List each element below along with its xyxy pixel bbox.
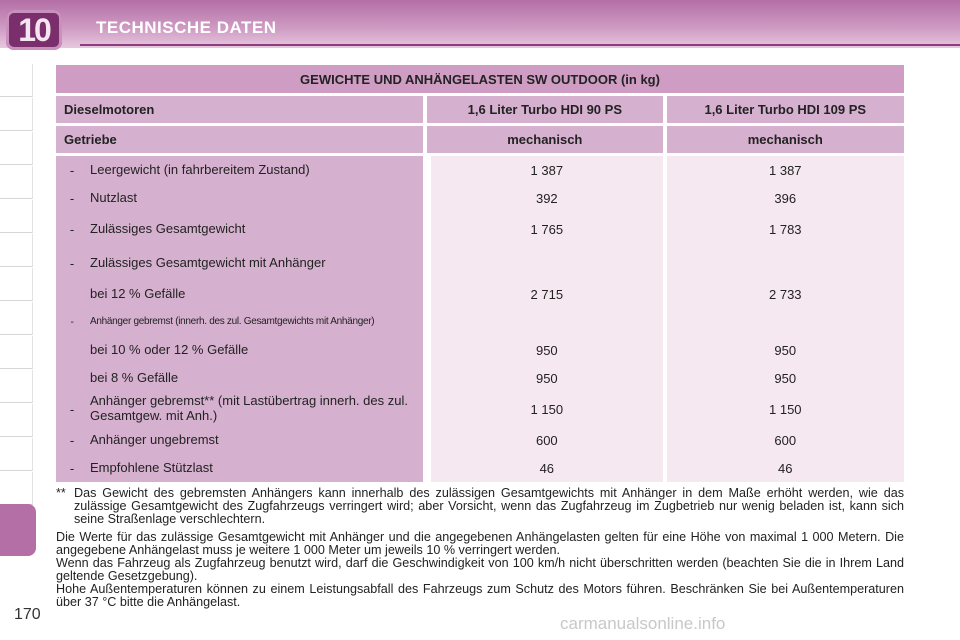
cell-value bbox=[667, 308, 904, 336]
gear-1: mechanisch bbox=[427, 126, 666, 153]
page-number: 170 bbox=[14, 606, 41, 623]
table-title: GEWICHTE UND ANHÄNGELASTEN SW OUTDOOR (in kg) bbox=[56, 65, 904, 93]
row-label: bei 12 % Gefälle bbox=[90, 285, 186, 301]
header-divider bbox=[80, 44, 960, 46]
cell-value: 950 bbox=[535, 342, 558, 358]
row-label: Anhänger gebremst** (mit Lastübertrag innerh. des zul. Gesamtgew. mit Anh.) bbox=[90, 393, 408, 423]
table-row bbox=[56, 426, 423, 454]
cell-value bbox=[431, 246, 662, 280]
cell-value: 392 bbox=[535, 190, 558, 206]
side-tab[interactable] bbox=[0, 98, 33, 131]
table-row bbox=[56, 156, 423, 184]
cell-value bbox=[667, 246, 904, 280]
side-tab[interactable] bbox=[0, 302, 33, 335]
table-row bbox=[56, 454, 423, 482]
side-tab[interactable] bbox=[0, 166, 33, 199]
row-dash: - bbox=[69, 190, 75, 206]
cell-value: 46 bbox=[539, 460, 555, 476]
engine-label: Dieselmotoren bbox=[56, 96, 427, 123]
side-tab[interactable] bbox=[0, 268, 33, 301]
side-tab[interactable] bbox=[0, 438, 33, 471]
side-tab[interactable] bbox=[0, 132, 33, 165]
cell-value: 1 765 bbox=[530, 221, 564, 237]
paragraph: Die Werte für das zulässige Gesamtgewicht mit Anhänger und die angegebenen Anhängelasten gelten für eine Höhe von maximal 1 000 Metern. Die angegebene Anhängelast muss je weitere 1 000 Meter um jeweils 10 % verringert werden. bbox=[56, 530, 904, 557]
row-dash: - bbox=[69, 432, 75, 448]
footnote-text: Das Gewicht des gebremsten Anhängers kann innerhalb des zulässigen Gesamtgewichts mit Anhänger in dem Maße erhöht werden, wie das zulässige Gesamtgewicht des Zugfahrzeugs verringert wird; aber Vorsicht, wenn das Zugfahrzeug im Zugbetrieb nur wenig beladen ist, kann sich seine Straßenlage verschlechtern. bbox=[74, 486, 904, 526]
engine-2: 1,6 Liter Turbo HDI 109 PS bbox=[667, 96, 904, 123]
row-label: Nutzlast bbox=[90, 189, 137, 205]
value-column-2 bbox=[667, 156, 904, 482]
chapter-badge: 10 bbox=[6, 10, 62, 50]
cell-value: 1 150 bbox=[769, 401, 802, 417]
row-label: Zulässiges Gesamtgewicht mit Anhänger bbox=[90, 254, 326, 270]
footnote bbox=[56, 487, 904, 526]
row-label: Anhänger ungebremst bbox=[90, 431, 219, 447]
side-tab-active[interactable] bbox=[0, 504, 36, 556]
row-label: Empfohlene Stützlast bbox=[90, 459, 213, 475]
row-label: bei 8 % Gefälle bbox=[90, 369, 179, 385]
side-tab[interactable] bbox=[0, 200, 33, 233]
cell-value: 1 387 bbox=[769, 162, 802, 178]
row-label: Zulässiges Gesamtgewicht bbox=[90, 220, 246, 236]
row-dash: - bbox=[69, 460, 75, 476]
cell-value: 950 bbox=[535, 370, 558, 386]
row-dash: - bbox=[69, 401, 75, 417]
table-row bbox=[56, 246, 423, 280]
row-dash: - bbox=[69, 221, 75, 237]
table-row bbox=[56, 280, 423, 308]
row-label: bei 10 % oder 12 % Gefälle bbox=[90, 341, 249, 357]
watermark: carmanualsonline.info bbox=[560, 614, 726, 633]
cell-value bbox=[431, 308, 662, 336]
table-row bbox=[56, 212, 423, 246]
footnote-marker: ** bbox=[56, 486, 66, 500]
row-dash: - bbox=[69, 255, 75, 271]
side-tab[interactable] bbox=[0, 404, 33, 437]
cell-value: 1 150 bbox=[530, 401, 564, 417]
page-title: TECHNISCHE DATEN bbox=[96, 18, 277, 37]
gear-2: mechanisch bbox=[667, 126, 904, 153]
weights-table bbox=[56, 62, 904, 485]
side-tab[interactable] bbox=[0, 472, 33, 505]
row-label: Leergewicht (in fahrbereitem Zustand) bbox=[90, 161, 310, 177]
side-tabs bbox=[0, 64, 40, 564]
side-tab[interactable] bbox=[0, 234, 33, 267]
paragraph: Hohe Außentemperaturen können zu einem Leistungsabfall des Fahrzeugs zum Schutz des Motors führen. Beschränken Sie bei Außentemperaturen über 37 °C bitte die Anhängelast. bbox=[56, 582, 904, 609]
cell-value: 950 bbox=[774, 342, 797, 358]
gear-label: Getriebe bbox=[56, 126, 427, 153]
cell-value: 396 bbox=[774, 190, 797, 206]
engine-1: 1,6 Liter Turbo HDI 90 PS bbox=[427, 96, 666, 123]
cell-value: 46 bbox=[778, 460, 793, 476]
row-dash: - bbox=[70, 316, 74, 328]
side-tab[interactable] bbox=[0, 336, 33, 369]
body-text bbox=[56, 531, 904, 609]
value-column-1 bbox=[427, 156, 666, 482]
table-row bbox=[56, 308, 423, 336]
table-row bbox=[56, 392, 423, 426]
cell-value: 2 733 bbox=[769, 286, 802, 302]
row-dash: - bbox=[69, 162, 75, 178]
table-row bbox=[56, 336, 423, 364]
cell-value: 1 387 bbox=[530, 162, 564, 178]
table-row bbox=[56, 364, 423, 392]
cell-value: 600 bbox=[774, 432, 797, 448]
side-tab[interactable] bbox=[0, 370, 33, 403]
paragraph: Wenn das Fahrzeug als Zugfahrzeug benutzt wird, darf die Geschwindigkeit von 100 km/h nicht überschritten werden (beachten Sie die in Ihrem Land geltende Gesetzgebung). bbox=[56, 556, 904, 583]
cell-value: 600 bbox=[535, 432, 558, 448]
cell-value: 1 783 bbox=[769, 221, 802, 237]
label-column bbox=[56, 156, 427, 482]
table-row bbox=[56, 184, 423, 212]
cell-value: 950 bbox=[774, 370, 797, 386]
cell-value: 2 715 bbox=[530, 286, 564, 302]
side-tab[interactable] bbox=[0, 64, 33, 97]
row-label: Anhänger gebremst (innerh. des zul. Gesamtgewichts mit Anhänger) bbox=[90, 316, 375, 328]
